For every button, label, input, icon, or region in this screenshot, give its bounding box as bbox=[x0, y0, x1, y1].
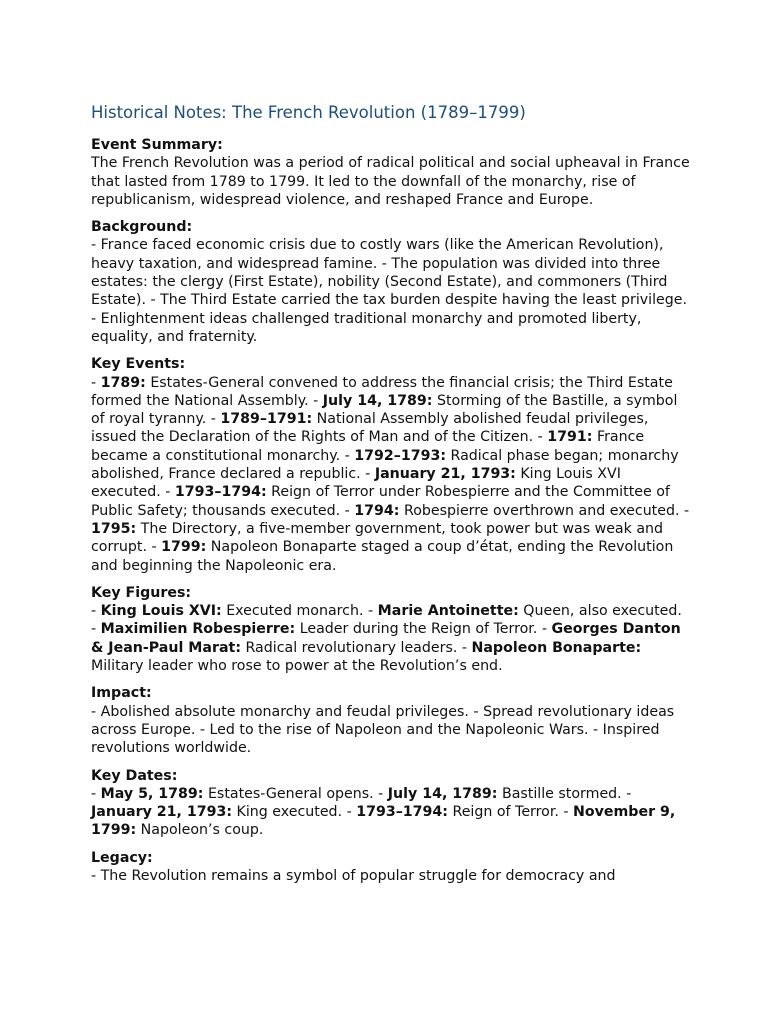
section-body bbox=[91, 867, 691, 885]
bold-term: Marie Antoinette: bbox=[377, 603, 519, 620]
section-heading: Key Figures: bbox=[91, 584, 192, 601]
section-body bbox=[91, 374, 691, 575]
bold-term: 1789: bbox=[100, 374, 146, 391]
bold-term: Maximilien Robespierre: bbox=[100, 621, 296, 638]
body-text: France became a constitutional monarchy. - bbox=[91, 429, 645, 464]
section-key-dates bbox=[91, 767, 691, 840]
body-text: - bbox=[91, 374, 101, 391]
body-text: Reign of Terror. - bbox=[447, 804, 574, 821]
section-heading: Background: bbox=[91, 219, 193, 236]
body-text: Executed monarch. - bbox=[221, 603, 378, 620]
body-text: King executed. - bbox=[232, 804, 357, 821]
bold-term: 1794: bbox=[354, 502, 400, 519]
body-text: - France faced economic crisis due to costly wars (like the American Revolution), heavy taxation, and widespread famine. - The population was divided into three estates: the clergy (First Estate), nobility (Second Estate), and commoners (Third Estate). - The Third Estate carried the tax burden despite having the least privilege. - Enlightenment ideas challenged traditional monarchy and promoted liberty, equality, and fraternity. bbox=[91, 237, 688, 345]
section-background bbox=[91, 218, 691, 346]
body-text: The Directory, a five-member government, took power but was weak and corrupt. - bbox=[91, 520, 664, 556]
body-text: - bbox=[91, 785, 101, 802]
document-content bbox=[91, 102, 691, 894]
body-text: Radical revolutionary leaders. - bbox=[241, 639, 472, 656]
body-text: Military leader who rose to power at the Revolution’s end. bbox=[91, 658, 503, 675]
section-heading: Key Dates: bbox=[91, 767, 178, 784]
body-text: Napoleon Bonaparte staged a coup d’état, ending the Revolution and beginning the Napoleonic era. bbox=[91, 539, 674, 574]
bold-term: 1791: bbox=[547, 429, 593, 446]
section-legacy bbox=[91, 849, 691, 886]
bold-term: 1799: bbox=[161, 539, 207, 556]
section-heading: Event Summary: bbox=[91, 137, 223, 153]
section-body bbox=[91, 785, 691, 840]
body-text: - bbox=[91, 603, 101, 620]
bold-term: May 5, 1789: bbox=[100, 785, 204, 802]
body-text: Radical phase began; monarchy abolished, France declared a republic. - bbox=[91, 447, 679, 483]
section-event-summary bbox=[91, 136, 691, 209]
bold-term: January 21, 1793: bbox=[374, 466, 516, 483]
body-text: Leader during the Reign of Terror. - bbox=[295, 621, 552, 638]
body-text: King Louis XVI executed. - bbox=[91, 466, 621, 501]
section-key-figures bbox=[91, 584, 691, 675]
bold-term: July 14, 1789: bbox=[387, 785, 498, 802]
document-title: Historical Notes: The French Revolution (1789–1799) bbox=[91, 103, 526, 122]
bold-term: January 21, 1793: bbox=[91, 804, 233, 821]
body-text: - Abolished absolute monarchy and feudal privileges. - Spread revolutionary ideas across Europe. - Led to the rise of Napoleon and the Napoleonic Wars. - Inspired revolutions worldwide. bbox=[91, 703, 675, 757]
bold-term: 1795: bbox=[91, 520, 137, 537]
bold-term: Napoleon Bonaparte: bbox=[471, 639, 642, 656]
body-text: Estates-General opens. - bbox=[203, 785, 388, 802]
body-text: Reign of Terror under Robespierre and the Committee of Public Safety; thousands executed. - bbox=[91, 484, 670, 519]
body-text: The French Revolution was a period of radical political and social upheaval in France that lasted from 1789 to 1799. It led to the downfall of the monarchy, rise of republicanism, widespread violence, and reshaped France and Europe. bbox=[91, 155, 690, 208]
sections-container bbox=[91, 136, 691, 885]
body-text: Bastille stormed. - bbox=[497, 785, 632, 802]
bold-term: 1793–1794: bbox=[174, 484, 267, 501]
section-body bbox=[91, 154, 691, 209]
section-heading: Impact: bbox=[91, 685, 152, 702]
bold-term: Georges Danton & Jean-Paul Marat: bbox=[91, 621, 681, 656]
body-text: Storming of the Bastille, a symbol of royal tyranny. - bbox=[91, 392, 678, 428]
section-body bbox=[91, 236, 691, 346]
bold-term: 1792–1793: bbox=[354, 447, 447, 464]
bold-term: 1793–1794: bbox=[356, 804, 448, 821]
section-impact bbox=[91, 684, 691, 757]
body-text: Queen, also executed. - bbox=[91, 603, 682, 638]
section-key-events bbox=[91, 355, 691, 575]
section-heading: Legacy: bbox=[91, 849, 153, 866]
bold-term: 1789–1791: bbox=[220, 411, 313, 428]
body-text: Estates-General convened to address the financial crisis; the Third Estate formed the National Assembly. - bbox=[91, 374, 673, 409]
body-text: - The Revolution remains a symbol of popular struggle for democracy and bbox=[91, 867, 616, 884]
body-text: National Assembly abolished feudal privileges, issued the Declaration of the Rights of Man and of the Citizen. - bbox=[91, 411, 649, 446]
body-text: Robespierre overthrown and executed. - bbox=[399, 502, 690, 519]
bold-term: King Louis XVI: bbox=[100, 603, 222, 620]
body-text: Napoleon’s coup. bbox=[136, 822, 264, 839]
section-heading: Key Events: bbox=[91, 356, 186, 373]
bold-term: July 14, 1789: bbox=[322, 392, 433, 409]
section-body bbox=[91, 602, 691, 675]
bold-term: November 9, 1799: bbox=[91, 804, 676, 839]
section-body bbox=[91, 703, 691, 758]
